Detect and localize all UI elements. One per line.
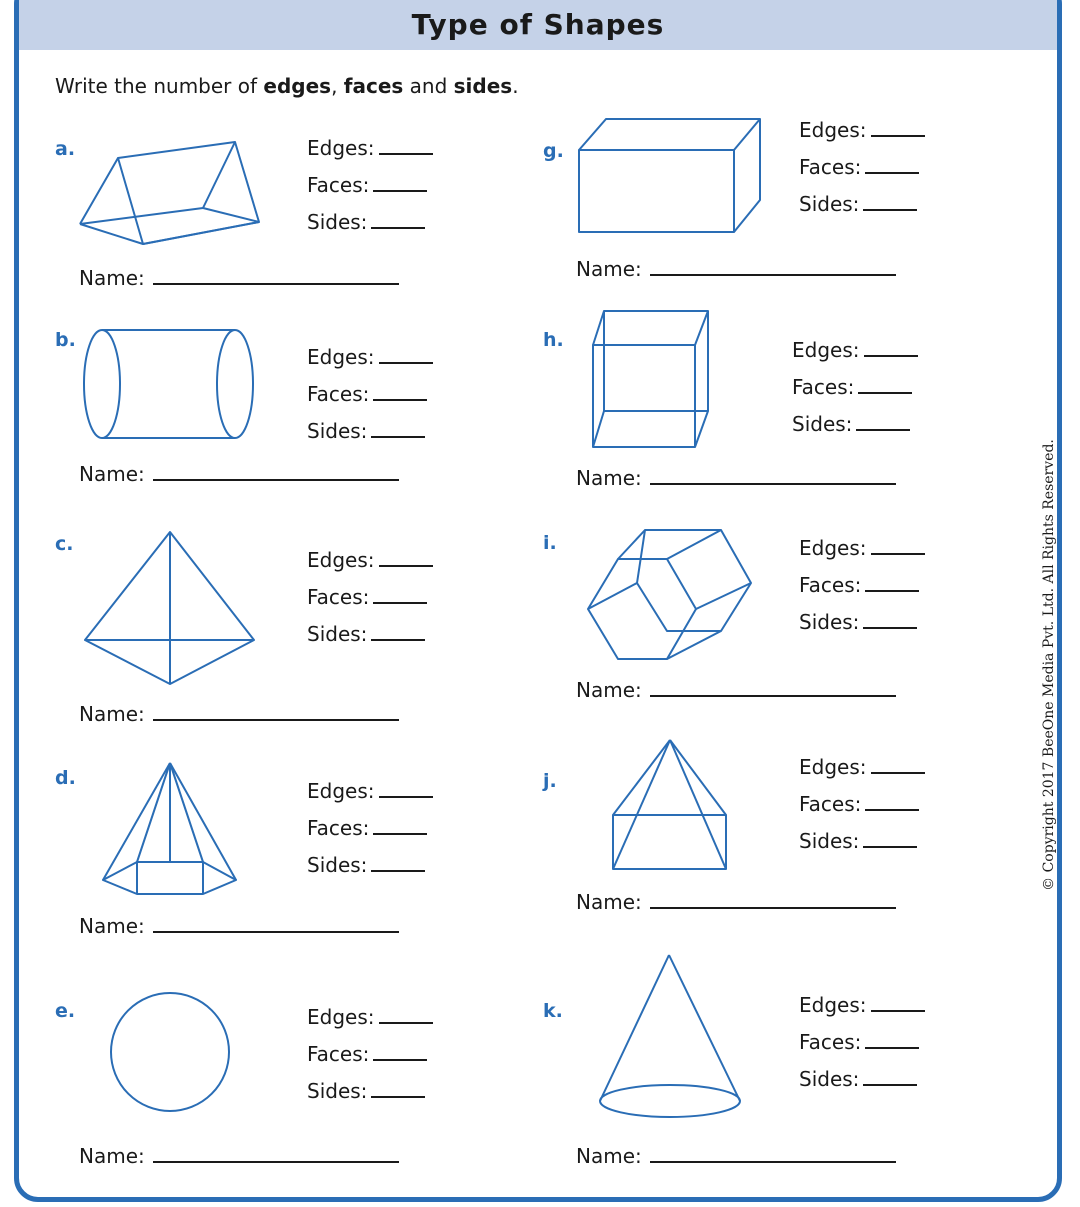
sides-field[interactable]: Sides: [799, 610, 917, 634]
cone-icon [596, 952, 744, 1122]
edges-field[interactable]: Edges: [307, 548, 433, 572]
name-field[interactable]: Name: [79, 266, 399, 290]
faces-field[interactable]: Faces: [799, 792, 919, 816]
faces-field[interactable]: Faces: [799, 573, 919, 597]
item-label: j. [543, 770, 557, 792]
edges-field[interactable]: Edges: [307, 345, 433, 369]
cube-icon [590, 308, 712, 452]
sides-field[interactable]: Sides: [307, 210, 425, 234]
name-field[interactable]: Name: [576, 1144, 896, 1168]
faces-field[interactable]: Faces: [307, 585, 427, 609]
item-label: b. [55, 329, 76, 351]
edges-field[interactable]: Edges: [307, 779, 433, 803]
name-field[interactable]: Name: [576, 257, 896, 281]
triangular-pyramid-icon [82, 530, 260, 688]
instructions: Write the number of edges, faces and sides. [55, 74, 519, 98]
sphere-icon [108, 990, 232, 1114]
name-field[interactable]: Name: [79, 702, 399, 726]
hexagonal-prism-icon [585, 527, 755, 665]
item-label: k. [543, 1000, 563, 1022]
edges-field[interactable]: Edges: [799, 755, 925, 779]
name-field[interactable]: Name: [79, 1144, 399, 1168]
triangular-prism-icon [78, 138, 263, 248]
faces-field[interactable]: Faces: [792, 375, 912, 399]
faces-field[interactable]: Faces: [799, 155, 919, 179]
item-label: a. [55, 138, 76, 160]
sides-field[interactable]: Sides: [307, 419, 425, 443]
edges-field[interactable]: Edges: [307, 136, 433, 160]
cylinder-icon [80, 327, 260, 443]
item-label: i. [543, 532, 557, 554]
faces-field[interactable]: Faces: [307, 1042, 427, 1066]
edges-field[interactable]: Edges: [799, 118, 925, 142]
sides-field[interactable]: Sides: [307, 622, 425, 646]
name-field[interactable]: Name: [576, 678, 896, 702]
item-label: e. [55, 1000, 76, 1022]
item-label: h. [543, 329, 564, 351]
page-title: Type of Shapes [411, 8, 665, 41]
edges-field[interactable]: Edges: [792, 338, 918, 362]
sides-field[interactable]: Sides: [799, 1067, 917, 1091]
faces-field[interactable]: Faces: [307, 173, 427, 197]
copyright-notice: © Copyright 2017 BeeOne Media Pvt. Ltd. All Rights Reserved. [1041, 439, 1057, 891]
faces-field[interactable]: Faces: [799, 1030, 919, 1054]
item-label: c. [55, 533, 74, 555]
sides-field[interactable]: Sides: [799, 192, 917, 216]
sides-field[interactable]: Sides: [307, 1079, 425, 1103]
square-pyramid-icon [610, 737, 730, 873]
edges-field[interactable]: Edges: [799, 993, 925, 1017]
faces-field[interactable]: Faces: [307, 382, 427, 406]
edges-field[interactable]: Edges: [799, 536, 925, 560]
faces-field[interactable]: Faces: [307, 816, 427, 840]
sides-field[interactable]: Sides: [307, 853, 425, 877]
name-field[interactable]: Name: [79, 462, 399, 486]
name-field[interactable]: Name: [79, 914, 399, 938]
item-label: d. [55, 767, 76, 789]
pentagonal-pyramid-icon [100, 760, 240, 898]
name-field[interactable]: Name: [576, 466, 896, 490]
edges-field[interactable]: Edges: [307, 1005, 433, 1029]
item-label: g. [543, 140, 564, 162]
sides-field[interactable]: Sides: [799, 829, 917, 853]
sides-field[interactable]: Sides: [792, 412, 910, 436]
cuboid-icon [576, 116, 764, 236]
name-field[interactable]: Name: [576, 890, 896, 914]
